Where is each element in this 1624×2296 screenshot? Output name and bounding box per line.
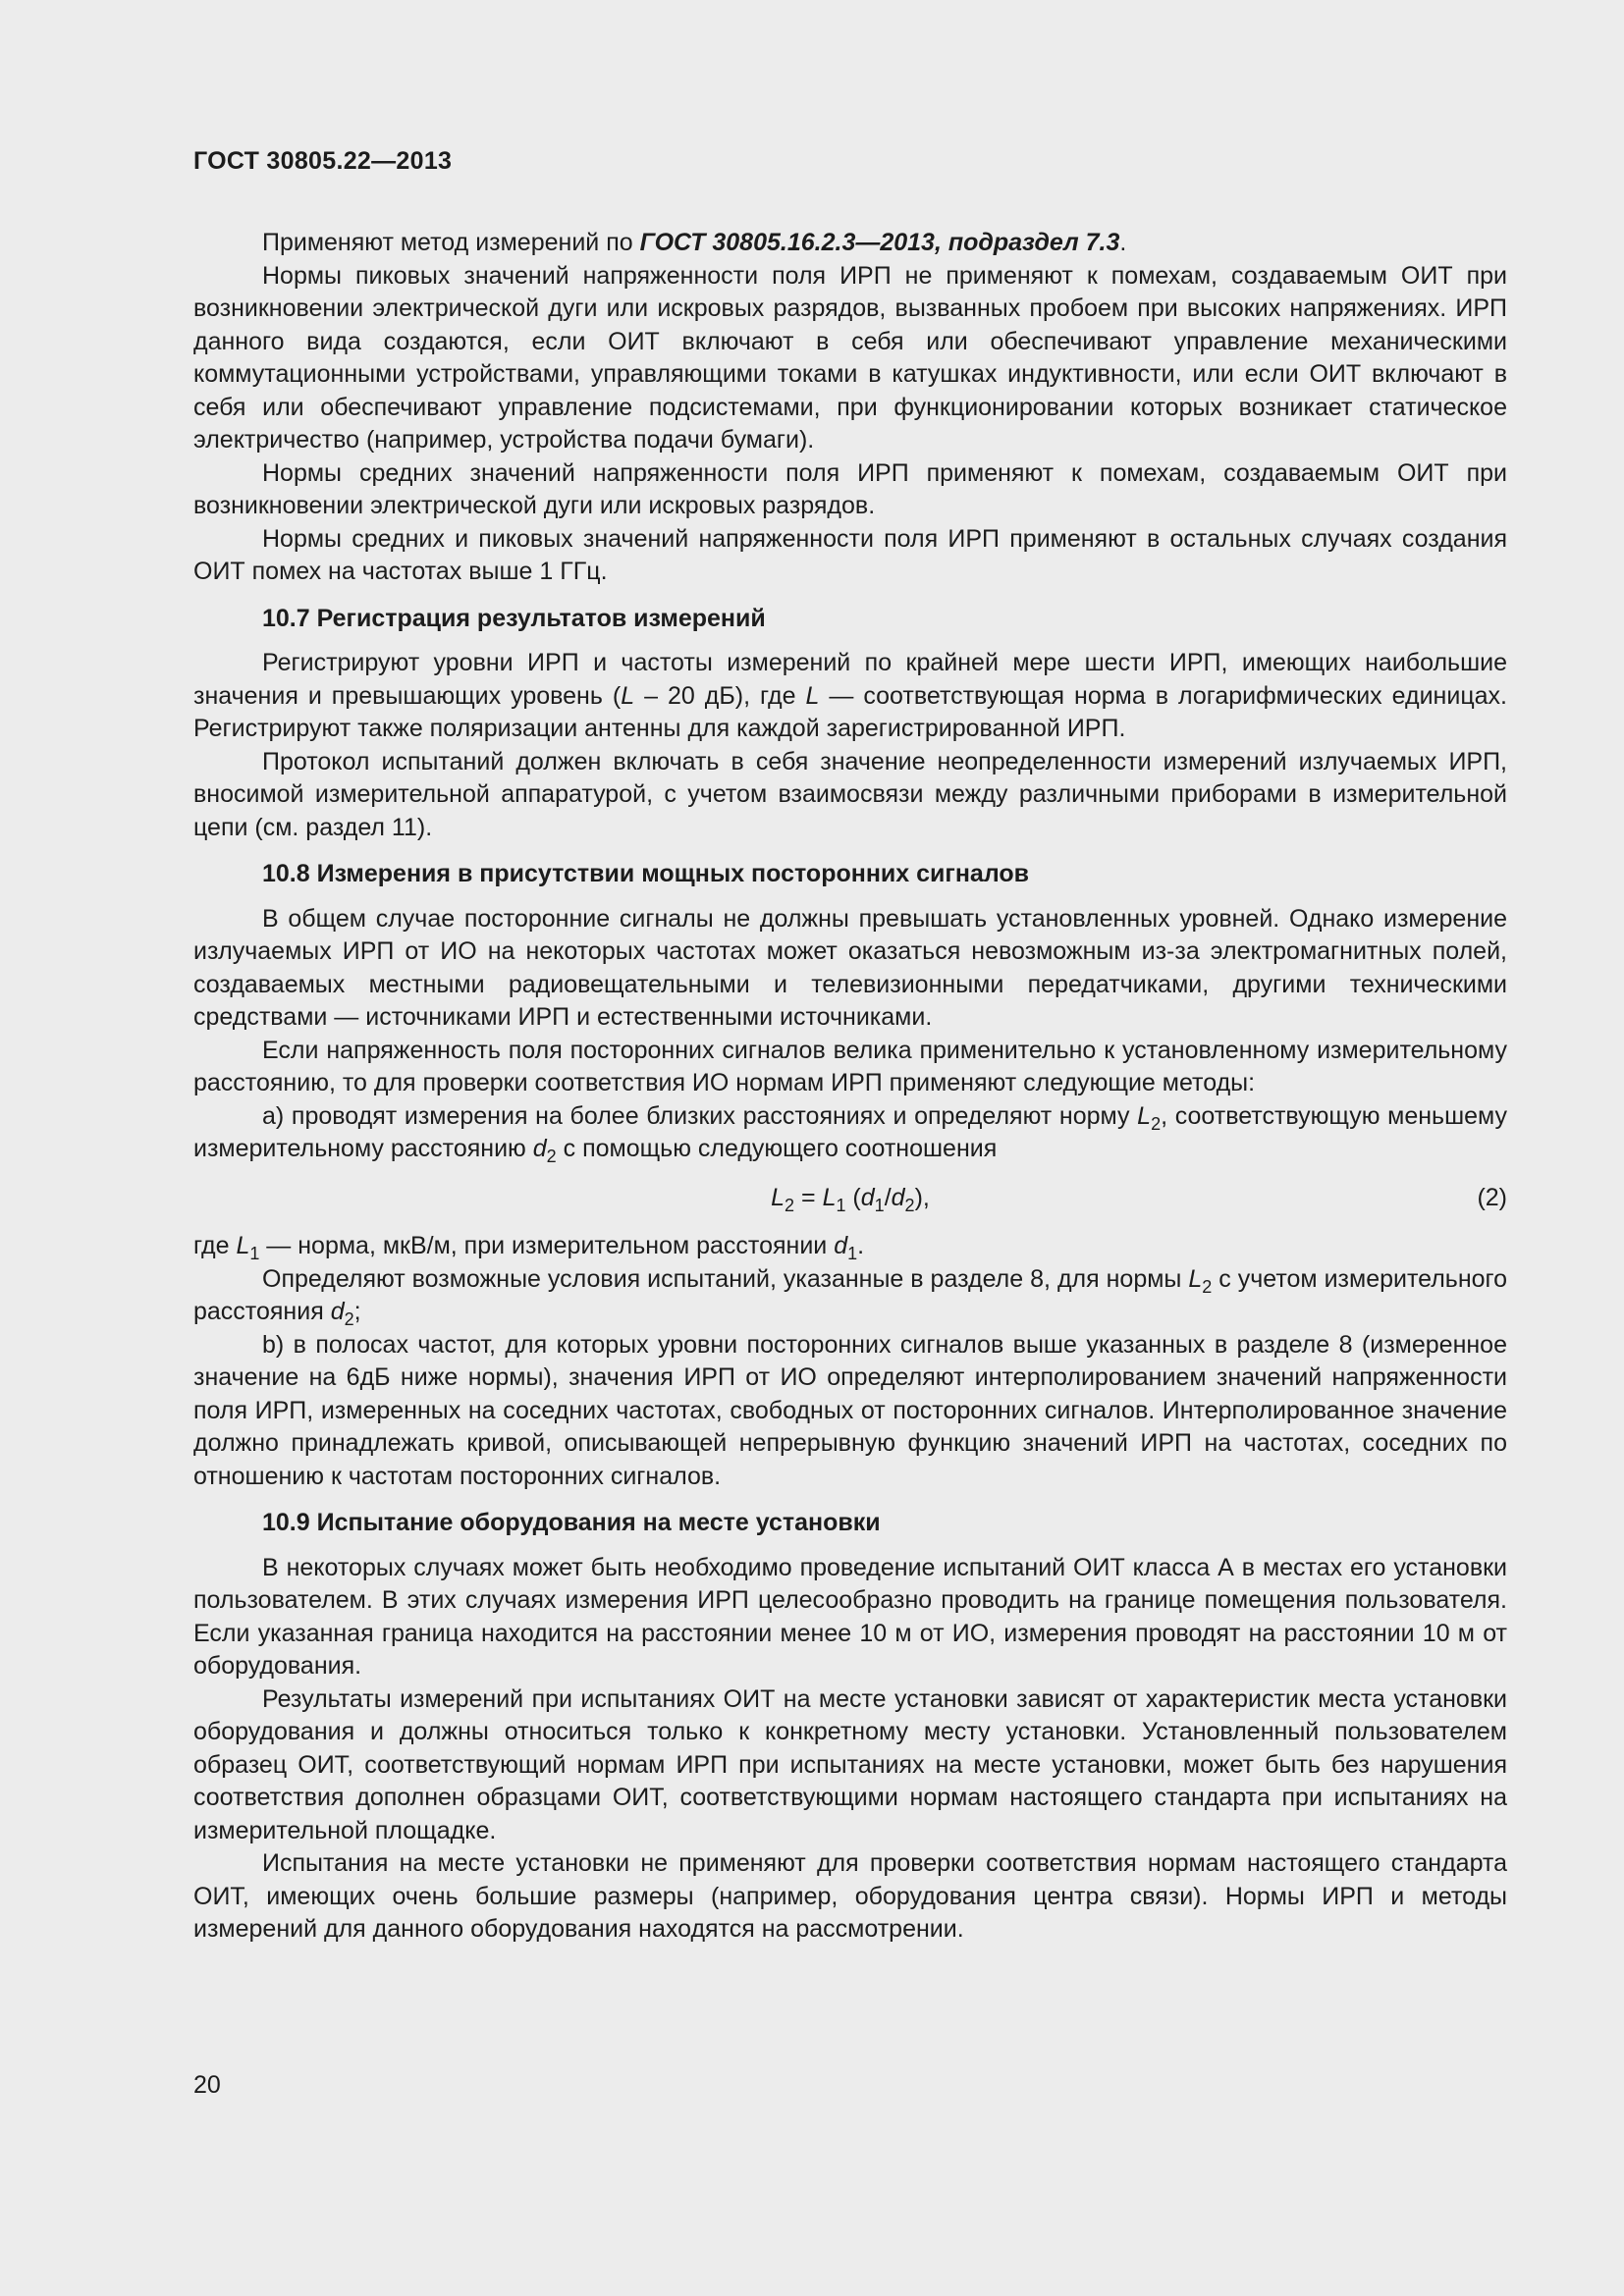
formula xyxy=(193,1182,1507,1215)
punctuation: . xyxy=(1119,229,1127,256)
subscript: 1 xyxy=(874,1195,885,1215)
math-operator: ( xyxy=(845,1183,861,1211)
math-symbol: L xyxy=(236,1232,250,1259)
text-fragment: — соответствующая норма в логарифмических единицах. Регистрируют также поляризации антенны для каждой зарегистрированной ИРП. xyxy=(193,681,1507,742)
subscript: 2 xyxy=(904,1195,915,1215)
math-symbol: d xyxy=(891,1183,905,1211)
section-heading-10-9: 10.9 Испытание оборудования на месте установки xyxy=(262,1509,881,1536)
text-fragment: a) проводят измерения на более близких расстояниях и определяют норму xyxy=(262,1101,1138,1130)
paragraph-registration xyxy=(193,647,1507,746)
paragraph-average-norms: Нормы средних значений напряженности поля ИРП применяют к помехам, создаваемым ОИТ при возникновении электрической дуги или искровых разрядов. xyxy=(193,458,1507,519)
paragraph-peak-norms: Нормы пиковых значений напряженности поля ИРП не применяют к помехам, создаваемым ОИТ при возникновении электрической дуги или искровых разрядов, вызванных пробоем при высоких напряжениях. ИРП данного вида создаются, если ОИТ включают в себя или обеспечивают управление механическими коммутационными устройствами, управляющими токами в катушках индуктивности, или если ОИТ включают в себя или обеспечивают управление подсистемами, при функционировании которых возникает статическое электричество (например, устройства подачи бумаги). xyxy=(193,261,1507,454)
text-fragment: . xyxy=(857,1232,865,1259)
paragraph-onsite-results: Результаты измерений при испытаниях ОИТ на месте установки зависят от характеристик места установки оборудования и должны относиться только к конкретному месту установки. Установленный пользователем образец ОИТ, соответствующий нормам ИРП при испытаниях на месте установки, может быть без нарушения соответствия дополнен образцами ОИТ, соответствующими нормам настоящего стандарта при испытаниях на измерительной площадке. xyxy=(193,1684,1507,1844)
paragraph-onsite-testing: В некоторых случаях может быть необходимо проведение испытаний ОИТ класса А в местах его установки пользователем. В этих случаях измерения ИРП целесообразно проводить на границе помещения пользователя. Если указанная граница находится на расстоянии менее 10 м от ИО, измерения проводят на расстоянии 10 м от оборудования. xyxy=(193,1553,1507,1680)
math-symbol: d xyxy=(330,1298,345,1325)
math-symbol: L xyxy=(822,1183,837,1211)
list-item-a xyxy=(193,1100,1507,1166)
section-heading-10-8: 10.8 Измерения в присутствии мощных посторонних сигналов xyxy=(262,860,1030,887)
math-symbol: L xyxy=(771,1183,785,1211)
paragraph-text: Применяют метод измерений по xyxy=(262,229,640,256)
text-fragment: где xyxy=(193,1232,237,1259)
math-operator: / xyxy=(884,1183,892,1211)
subscript: 1 xyxy=(249,1244,260,1263)
math-symbol: L xyxy=(805,681,820,710)
formula-number: (2) xyxy=(1477,1183,1507,1211)
math-operator: = xyxy=(794,1183,823,1211)
math-symbol: d xyxy=(532,1135,547,1162)
text-fragment: – 20 дБ), где xyxy=(634,681,806,710)
formula-explanation xyxy=(193,1230,1507,1263)
paragraph-field-strength: Если напряженность поля посторонних сигналов велика применительно к установленному измерительному расстоянию, то для проверки соответствия ИО нормам ИРП применяют следующие методы: xyxy=(193,1036,1507,1096)
subscript: 2 xyxy=(785,1195,795,1215)
formula-row xyxy=(193,1182,1507,1215)
paragraph-onsite-limits: Испытания на месте установки не применяют для проверки соответствия нормам настоящего стандарта ОИТ, имеющих очень большие размеры (например, оборудования центра связи). Нормы ИРП и методы измерений для данного оборудования находятся на рассмотрении. xyxy=(193,1849,1507,1943)
math-operator: ), xyxy=(914,1183,930,1211)
list-item-b: b) в полосах частот, для которых уровни посторонних сигналов выше указанных в разделе 8 (измеренное значение на 6дБ ниже нормы), значения ИРП от ИО определяют интерполированием значений напряженности поля ИРП, измеренных на соседних частотах, свободных от посторонних сигналов. Интерполированное значение должно принадлежать кривой, описывающей непрерывную функцию значений ИРП на частотах, соседних по отношению к частотам посторонних сигналов. xyxy=(193,1330,1507,1490)
text-fragment: Определяют возможные условия испытаний, указанные в разделе 8, для нормы xyxy=(262,1264,1189,1293)
math-symbol: L xyxy=(621,681,635,710)
subscript: 2 xyxy=(1202,1276,1213,1297)
page-content xyxy=(193,227,1507,1947)
subscript: 1 xyxy=(836,1195,846,1215)
paragraph-method xyxy=(193,227,1507,260)
math-symbol: L xyxy=(1137,1101,1152,1130)
subscript: 2 xyxy=(1151,1113,1162,1134)
paragraph-test-conditions xyxy=(193,1263,1507,1329)
subscript: 2 xyxy=(344,1309,354,1329)
standard-reference: ГОСТ 30805.16.2.3—2013, подраздел 7.3 xyxy=(639,229,1120,256)
section-heading-10-7: 10.7 Регистрация результатов измерений xyxy=(262,604,766,632)
document-header: ГОСТ 30805.22—2013 xyxy=(193,147,453,175)
math-symbol: d xyxy=(860,1183,875,1211)
text-fragment: с учетом измерительного расстояния xyxy=(193,1264,1507,1325)
subscript: 1 xyxy=(847,1244,858,1263)
text-fragment: с помощью следующего соотношения xyxy=(556,1135,998,1162)
subscript: 2 xyxy=(546,1147,557,1166)
text-fragment: Регистрируют уровни ИРП и частоты измерений по крайней мере шести ИРП, имеющих наибольшие значения и превышающих уровень ( xyxy=(193,649,1507,710)
paragraph-foreign-signals: В общем случае посторонние сигналы не должны превышать установленных уровней. Однако измерение излучаемых ИРП от ИО на некоторых частотах может оказаться невозможным из-за электромагнитных полей, создаваемых местными радиовещательными и телевизионными передатчиками, другими техническими средствами — источниками ИРП и естественными источниками. xyxy=(193,904,1507,1031)
text-fragment: , соответствующую меньшему измерительному расстоянию xyxy=(193,1101,1507,1162)
math-symbol: d xyxy=(834,1232,848,1259)
math-symbol: L xyxy=(1188,1264,1203,1293)
paragraph-average-peak-norms: Нормы средних и пиковых значений напряженности поля ИРП применяют в остальных случаях создания ОИТ помех на частотах выше 1 ГГц. xyxy=(193,524,1507,585)
page-number: 20 xyxy=(193,2071,221,2099)
text-fragment: — норма, мкВ/м, при измерительном расстоянии xyxy=(259,1232,835,1259)
text-fragment: ; xyxy=(353,1298,361,1325)
paragraph-protocol: Протокол испытаний должен включать в себя значение неопределенности измерений излучаемых ИРП, вносимой измерительной аппаратурой, с учетом взаимосвязи между различными приборами в измерительной цепи (см. раздел 11). xyxy=(193,747,1507,841)
